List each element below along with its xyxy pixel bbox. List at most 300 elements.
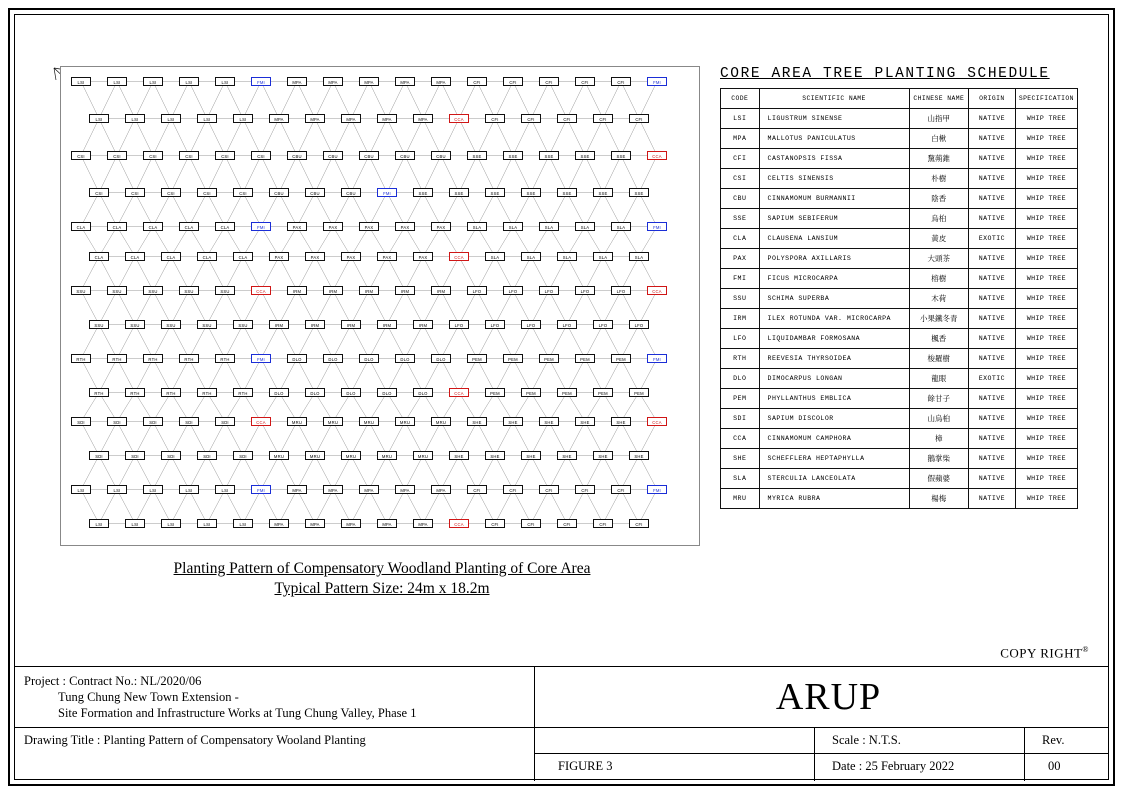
planting-node: MRU <box>341 451 361 460</box>
planting-node: SSU <box>197 320 217 329</box>
planting-node: PEM <box>539 354 559 363</box>
planting-node: MRU <box>359 417 379 426</box>
planting-node: CLA <box>125 252 145 261</box>
cell-spec: WHIP TREE <box>1015 109 1077 129</box>
planting-node: CSI <box>71 151 91 160</box>
planting-node: SSE <box>503 151 523 160</box>
planting-node: IRM <box>323 286 343 295</box>
planting-node: IRM <box>359 286 379 295</box>
planting-node: DLO <box>359 354 379 363</box>
table-row <box>721 189 1078 209</box>
cell-origin: NATIVE <box>969 269 1016 289</box>
project-info <box>24 673 524 721</box>
cell-cn: 樟 <box>909 429 969 449</box>
project-line-2: Tung Chung New Town Extension - <box>58 690 239 704</box>
planting-node: SHE <box>449 451 469 460</box>
title-block <box>14 666 1109 780</box>
planting-node: MPA <box>377 114 397 123</box>
cell-origin: NATIVE <box>969 309 1016 329</box>
planting-node: CSI <box>143 151 163 160</box>
cell-spec: WHIP TREE <box>1015 389 1077 409</box>
planting-node: DLO <box>341 388 361 397</box>
planting-node: PEM <box>611 354 631 363</box>
planting-node: CSI <box>179 151 199 160</box>
planting-node: MRU <box>287 417 307 426</box>
tb-divider-horizontal-1 <box>14 727 1109 728</box>
planting-node: SSU <box>143 286 163 295</box>
planting-node: PEM <box>593 388 613 397</box>
planting-node: CLA <box>89 252 109 261</box>
cell-sci: CINNAMOMUM BURMANNII <box>759 189 909 209</box>
table-row <box>721 149 1078 169</box>
planting-node: CSI <box>125 188 145 197</box>
planting-node: SSU <box>71 286 91 295</box>
planting-node: CBU <box>341 188 361 197</box>
planting-node: SLA <box>629 252 649 261</box>
cell-code: LFO <box>721 329 760 349</box>
planting-node: SSE <box>629 188 649 197</box>
planting-node: SDI <box>107 417 127 426</box>
cell-sci: CELTIS SINENSIS <box>759 169 909 189</box>
cell-sci: SAPIUM SEBIFERUM <box>759 209 909 229</box>
planting-node: LSI <box>179 485 199 494</box>
planting-node: MPA <box>287 77 307 86</box>
planting-node: MPA <box>359 77 379 86</box>
planting-node: MRU <box>377 451 397 460</box>
planting-node: SSE <box>593 188 613 197</box>
planting-node: LSI <box>125 519 145 528</box>
planting-node: CBU <box>395 151 415 160</box>
planting-node: IRM <box>431 286 451 295</box>
planting-node: SSE <box>485 188 505 197</box>
planting-node: RTH <box>89 388 109 397</box>
planting-node: RTH <box>71 354 91 363</box>
cell-sci: CASTANOPSIS FISSA <box>759 149 909 169</box>
planting-node: DLO <box>287 354 307 363</box>
planting-node: CFI <box>557 114 577 123</box>
cell-cn: 山烏桕 <box>909 409 969 429</box>
planting-node: SLA <box>467 222 487 231</box>
planting-node: LSI <box>143 77 163 86</box>
planting-node: MPA <box>323 77 343 86</box>
company-logo <box>548 667 1109 727</box>
schedule-header-row <box>721 89 1078 109</box>
planting-node: PAX <box>305 252 325 261</box>
planting-node: CLA <box>197 252 217 261</box>
planting-node: RTH <box>179 354 199 363</box>
planting-node: CCA <box>647 417 667 426</box>
planting-node: SSU <box>161 320 181 329</box>
tb-divider-vertical-2 <box>814 727 815 781</box>
cell-sci: MALLOTUS PANICULATUS <box>759 129 909 149</box>
cell-sci: PHYLLANTHUS EMBLICA <box>759 389 909 409</box>
copyright-mark: ® <box>1082 645 1089 654</box>
planting-node: CFI <box>611 485 631 494</box>
planting-node: LSI <box>161 114 181 123</box>
planting-node: CSI <box>251 151 271 160</box>
table-row <box>721 249 1078 269</box>
planting-node: LSI <box>107 485 127 494</box>
planting-node: CSI <box>215 151 235 160</box>
planting-node: CFI <box>503 77 523 86</box>
planting-node: SHE <box>485 451 505 460</box>
cell-sci: POLYSPORA AXILLARIS <box>759 249 909 269</box>
cell-code: SSE <box>721 209 760 229</box>
planting-node: CFI <box>503 485 523 494</box>
planting-pattern-drawing <box>52 46 712 546</box>
planting-node: CBU <box>359 151 379 160</box>
planting-node: MPA <box>377 519 397 528</box>
planting-node: CSI <box>233 188 253 197</box>
planting-grid-lines <box>61 67 701 547</box>
planting-node: MPA <box>269 114 289 123</box>
planting-node: PAX <box>359 222 379 231</box>
cell-cn: 楓香 <box>909 329 969 349</box>
planting-node: PEM <box>467 354 487 363</box>
cell-code: MPA <box>721 129 760 149</box>
planting-node: CCA <box>251 286 271 295</box>
planting-node: CBU <box>305 188 325 197</box>
cell-cn: 大頭茶 <box>909 249 969 269</box>
planting-node: DLO <box>269 388 289 397</box>
planting-node: SLA <box>593 252 613 261</box>
planting-node: CLA <box>107 222 127 231</box>
planting-node: DLO <box>431 354 451 363</box>
planting-node: PAX <box>431 222 451 231</box>
planting-node: LFO <box>557 320 577 329</box>
planting-node: SHE <box>521 451 541 460</box>
cell-origin: NATIVE <box>969 389 1016 409</box>
cell-spec: WHIP TREE <box>1015 309 1077 329</box>
planting-node: IRM <box>305 320 325 329</box>
planting-node: LSI <box>125 114 145 123</box>
planting-node: DLO <box>413 388 433 397</box>
planting-node: SDI <box>161 451 181 460</box>
planting-node: SHE <box>593 451 613 460</box>
planting-node: CFI <box>539 485 559 494</box>
cell-cn: 餘甘子 <box>909 389 969 409</box>
planting-node: FMI <box>251 485 271 494</box>
table-row <box>721 289 1078 309</box>
cell-cn: 龍眼 <box>909 369 969 389</box>
planting-node: MPA <box>305 114 325 123</box>
cell-spec: WHIP TREE <box>1015 169 1077 189</box>
planting-node: RTH <box>161 388 181 397</box>
planting-node: CFI <box>611 77 631 86</box>
table-row <box>721 489 1078 509</box>
cell-origin: NATIVE <box>969 489 1016 509</box>
planting-node: SSE <box>521 188 541 197</box>
planting-node: CBU <box>323 151 343 160</box>
cell-cn: 鵝掌柴 <box>909 449 969 469</box>
planting-node: RTH <box>215 354 235 363</box>
planting-node: LSI <box>179 77 199 86</box>
planting-node: LFO <box>521 320 541 329</box>
planting-node: LSI <box>233 114 253 123</box>
table-row <box>721 389 1078 409</box>
rev-value: 00 <box>1048 759 1061 773</box>
caption-line-2: Typical Pattern Size: 24m x 18.2m <box>274 580 490 597</box>
drawing-title: Drawing Title : Planting Pattern of Compensatory Wooland Planting <box>24 733 366 747</box>
planting-node: DLO <box>305 388 325 397</box>
planting-node: SHE <box>467 417 487 426</box>
project-line-3: Site Formation and Infrastructure Works at Tung Chung Valley, Phase 1 <box>58 706 417 720</box>
planting-node: LFO <box>629 320 649 329</box>
planting-node: PAX <box>377 252 397 261</box>
cell-origin: NATIVE <box>969 329 1016 349</box>
planting-node: SHE <box>557 451 577 460</box>
planting-node: SHE <box>629 451 649 460</box>
planting-node: PAX <box>413 252 433 261</box>
planting-node: PEM <box>485 388 505 397</box>
planting-node: MPA <box>359 485 379 494</box>
cell-code: CLA <box>721 229 760 249</box>
planting-node: SDI <box>143 417 163 426</box>
cell-code: SHE <box>721 449 760 469</box>
planting-node: LFO <box>503 286 523 295</box>
cell-spec: WHIP TREE <box>1015 369 1077 389</box>
planting-node: SDI <box>89 451 109 460</box>
tb-divider-vertical-3 <box>1024 727 1025 781</box>
table-row <box>721 229 1078 249</box>
cell-origin: NATIVE <box>969 349 1016 369</box>
planting-node: MPA <box>413 114 433 123</box>
planting-node: IRM <box>395 286 415 295</box>
cell-sci: CLAUSENA LANSIUM <box>759 229 909 249</box>
cell-origin: EXOTIC <box>969 229 1016 249</box>
planting-node: FMI <box>647 485 667 494</box>
cell-code: SSU <box>721 289 760 309</box>
cell-sci: MYRICA RUBRA <box>759 489 909 509</box>
planting-node: MRU <box>323 417 343 426</box>
cell-code: LSI <box>721 109 760 129</box>
tb-divider-vertical-1 <box>534 667 535 781</box>
planting-node: LSI <box>89 114 109 123</box>
table-row <box>721 109 1078 129</box>
cell-cn: 楊梅 <box>909 489 969 509</box>
planting-node: CFI <box>521 519 541 528</box>
table-row <box>721 169 1078 189</box>
planting-node: FMI <box>251 77 271 86</box>
cell-cn: 陰香 <box>909 189 969 209</box>
planting-node: SSU <box>233 320 253 329</box>
cell-spec: WHIP TREE <box>1015 149 1077 169</box>
planting-node: SSE <box>539 151 559 160</box>
cell-sci: LIQUIDAMBAR FORMOSANA <box>759 329 909 349</box>
planting-node: LSI <box>71 77 91 86</box>
table-row <box>721 129 1078 149</box>
planting-node: SSU <box>125 320 145 329</box>
cell-sci: CINNAMOMUM CAMPHORA <box>759 429 909 449</box>
drawing-caption <box>52 560 712 598</box>
planting-node: SSE <box>413 188 433 197</box>
cell-cn: 榕樹 <box>909 269 969 289</box>
planting-node: LFO <box>467 286 487 295</box>
planting-node: PAX <box>323 222 343 231</box>
cell-code: CBU <box>721 189 760 209</box>
cell-spec: WHIP TREE <box>1015 269 1077 289</box>
caption-line-1: Planting Pattern of Compensatory Woodland Planting of Core Area <box>173 560 591 577</box>
planting-node: FMI <box>377 188 397 197</box>
planting-node: PAX <box>395 222 415 231</box>
planting-node: RTH <box>107 354 127 363</box>
planting-node: SSU <box>107 286 127 295</box>
planting-node: LFO <box>449 320 469 329</box>
cell-cn: 梭羅樹 <box>909 349 969 369</box>
planting-node: MPA <box>269 519 289 528</box>
planting-node: PEM <box>503 354 523 363</box>
table-row <box>721 309 1078 329</box>
planting-node: CFI <box>629 114 649 123</box>
planting-node: LSI <box>71 485 91 494</box>
planting-node: CLA <box>71 222 91 231</box>
table-row <box>721 369 1078 389</box>
planting-node: CBU <box>287 151 307 160</box>
planting-node: PAX <box>269 252 289 261</box>
planting-node: SLA <box>503 222 523 231</box>
header-origin: ORIGIN <box>969 89 1016 109</box>
scale-value: Scale : N.T.S. <box>832 733 901 747</box>
planting-node: DLO <box>377 388 397 397</box>
cell-code: DLO <box>721 369 760 389</box>
planting-node: CFI <box>575 77 595 86</box>
planting-node: CFI <box>629 519 649 528</box>
planting-node: SSE <box>611 151 631 160</box>
planting-node: CCA <box>251 417 271 426</box>
planting-node: PEM <box>557 388 577 397</box>
cell-sci: DIMOCARPUS LONGAN <box>759 369 909 389</box>
header-code: CODE <box>721 89 760 109</box>
planting-node: LFO <box>485 320 505 329</box>
cell-cn: 白楸 <box>909 129 969 149</box>
planting-node: CCA <box>647 151 667 160</box>
planting-node: CLA <box>143 222 163 231</box>
tree-planting-schedule <box>720 66 1080 509</box>
cell-origin: NATIVE <box>969 289 1016 309</box>
cell-origin: NATIVE <box>969 169 1016 189</box>
cell-code: SLA <box>721 469 760 489</box>
cell-code: CSI <box>721 169 760 189</box>
planting-node: CBU <box>269 188 289 197</box>
cell-sci: REEVESIA THYRSOIDEA <box>759 349 909 369</box>
cell-origin: NATIVE <box>969 129 1016 149</box>
planting-node: CFI <box>539 77 559 86</box>
cell-spec: WHIP TREE <box>1015 249 1077 269</box>
cell-cn: 山指甲 <box>909 109 969 129</box>
planting-node: CLA <box>215 222 235 231</box>
cell-cn: 黃皮 <box>909 229 969 249</box>
planting-node: DLO <box>323 354 343 363</box>
planting-node: PEM <box>521 388 541 397</box>
cell-spec: WHIP TREE <box>1015 289 1077 309</box>
header-scientific-name: SCIENTIFIC NAME <box>759 89 909 109</box>
planting-node: FMI <box>647 77 667 86</box>
planting-node: CFI <box>593 519 613 528</box>
cell-cn: 黧蒴錐 <box>909 149 969 169</box>
cell-sci: SAPIUM DISCOLOR <box>759 409 909 429</box>
planting-node: CCA <box>647 286 667 295</box>
planting-node: CFI <box>467 485 487 494</box>
pattern-frame <box>60 66 700 546</box>
planting-node: IRM <box>269 320 289 329</box>
planting-node: LSI <box>161 519 181 528</box>
planting-node: SLA <box>557 252 577 261</box>
cell-cn: 烏桕 <box>909 209 969 229</box>
planting-node: CFI <box>593 114 613 123</box>
cell-spec: WHIP TREE <box>1015 409 1077 429</box>
planting-node: LSI <box>233 519 253 528</box>
cell-spec: WHIP TREE <box>1015 209 1077 229</box>
planting-node: CSI <box>89 188 109 197</box>
planting-node: CLA <box>179 222 199 231</box>
cell-code: FMI <box>721 269 760 289</box>
cell-origin: NATIVE <box>969 249 1016 269</box>
planting-node: LFO <box>575 286 595 295</box>
planting-node: LSI <box>107 77 127 86</box>
planting-node: FMI <box>251 354 271 363</box>
planting-node: RTH <box>233 388 253 397</box>
planting-node: MRU <box>269 451 289 460</box>
planting-node: SSE <box>575 151 595 160</box>
company-name: ARUP <box>775 676 882 718</box>
planting-node: FMI <box>251 222 271 231</box>
copyright-text: COPY RIGHT <box>1000 645 1083 661</box>
cell-cn: 朴樹 <box>909 169 969 189</box>
planting-node: DLO <box>395 354 415 363</box>
planting-node: CFI <box>575 485 595 494</box>
table-row <box>721 449 1078 469</box>
planting-node: PEM <box>575 354 595 363</box>
planting-node: LFO <box>611 286 631 295</box>
planting-node: CSI <box>161 188 181 197</box>
cell-spec: WHIP TREE <box>1015 329 1077 349</box>
planting-node: LSI <box>89 519 109 528</box>
cell-code: MRU <box>721 489 760 509</box>
planting-node: SSE <box>449 188 469 197</box>
cell-sci: SCHIMA SUPERBA <box>759 289 909 309</box>
planting-node: MPA <box>395 485 415 494</box>
cell-sci: LIGUSTRUM SINENSE <box>759 109 909 129</box>
planting-node: CLA <box>161 252 181 261</box>
figure-number: FIGURE 3 <box>558 759 613 773</box>
cell-spec: WHIP TREE <box>1015 229 1077 249</box>
cell-code: CFI <box>721 149 760 169</box>
copyright-notice <box>1000 645 1089 661</box>
planting-node: CSI <box>197 188 217 197</box>
planting-node: LSI <box>143 485 163 494</box>
planting-node: CFI <box>485 519 505 528</box>
planting-node: SDI <box>71 417 91 426</box>
planting-node: LSI <box>215 77 235 86</box>
planting-node: MRU <box>413 451 433 460</box>
header-specification: SPECIFICATION <box>1015 89 1077 109</box>
planting-node: FMI <box>647 354 667 363</box>
planting-node: PEM <box>629 388 649 397</box>
planting-node: SDI <box>179 417 199 426</box>
planting-node: MRU <box>431 417 451 426</box>
planting-node: MRU <box>395 417 415 426</box>
cell-code: CCA <box>721 429 760 449</box>
cell-origin: NATIVE <box>969 409 1016 429</box>
planting-node: SDI <box>233 451 253 460</box>
planting-node: SHE <box>611 417 631 426</box>
planting-node: CFI <box>521 114 541 123</box>
cell-spec: WHIP TREE <box>1015 129 1077 149</box>
table-row <box>721 269 1078 289</box>
planting-node: CBU <box>431 151 451 160</box>
cell-origin: NATIVE <box>969 469 1016 489</box>
cell-origin: EXOTIC <box>969 369 1016 389</box>
